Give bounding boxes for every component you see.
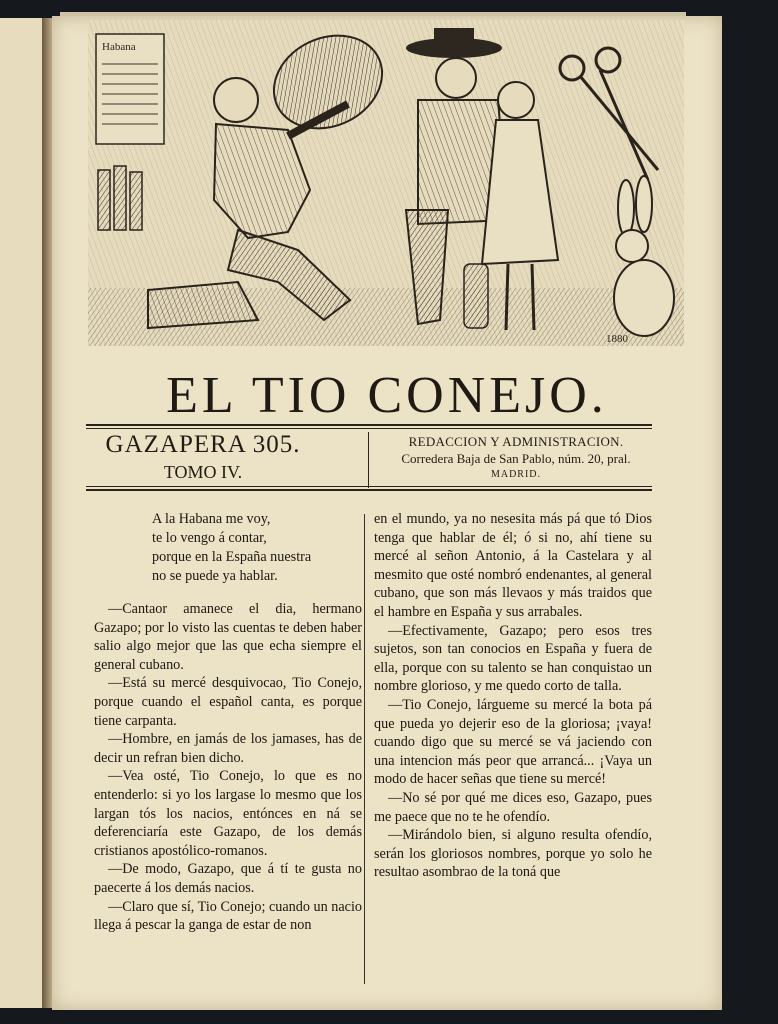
issue-info: [88, 430, 318, 484]
column-divider: [364, 514, 365, 984]
left-page-edge: [0, 18, 46, 1008]
issue-number: GAZAPERA 305.: [105, 431, 301, 458]
header-rule-top: [86, 424, 652, 426]
header-rule-top-thin: [86, 428, 652, 429]
dialogue-paragraph: —No sé por qué me dices eso, Gazapo, pues me paece que no te he ofendío.: [374, 789, 652, 825]
newspaper-page: [52, 16, 722, 1010]
text-column-left: [94, 510, 362, 935]
verse-line: te lo vengo á contar,: [152, 530, 267, 546]
office-address: Corredera Baja de San Pablo, núm. 20, pral.: [401, 451, 631, 466]
verse-line: porque en la España nuestra: [152, 549, 312, 565]
masthead-title: EL TIO CONEJO.: [166, 367, 608, 424]
header-divider: [368, 432, 369, 488]
dialogue-paragraph: —Vea osté, Tio Conejo, lo que es no entenderlo: si yo los largase lo mesmo que los largan tós los nacios, entónces en ná se deferenciaría este Gazapo, de los demás cristianos apostólico-romanos.: [94, 768, 362, 859]
verse-line: no se puede ya hablar.: [152, 568, 278, 584]
dialogue-paragraph: —Claro que sí, Tio Conejo; cuando un nacio llega á pescar la ganga de estar de non: [94, 898, 362, 934]
text-column-right: [374, 510, 652, 882]
opening-verse: [94, 510, 362, 586]
artist-signature: 1880: [606, 333, 628, 345]
dialogue-paragraph: —Tio Conejo, lárgueme su mercé la bota pá que pueda yo dejerir eso de la gloriosa; ¡vaya! cuando digo que su mercé se vá jaciendo con una intencion más peor que arrancá... ¡Vaya un modo de hacer señas que tiene su mercé!: [374, 696, 652, 788]
office-title: REDACCION Y ADMINISTRACION.: [408, 434, 624, 449]
dialogue-paragraph: —De modo, Gazapo, que á tí te gusta no paecerte á los demás nacios.: [94, 861, 362, 896]
continued-paragraph: en el mundo, ya no nesesita más pá que tó Dios tenga que hablar de él; ó si no, ahí tiene su mercé al señon Antonio, á la Castelara y al mesmito que osté nombró endenantes, al general cubano, que son más llevaos y más traidos que el hambre en España y sus arrabales.: [374, 511, 652, 620]
bottles: [98, 166, 142, 230]
dialogue-paragraph: —Mirándolo bien, si alguno resulta ofendío, serán los gloriosos nombres, porque yo solo he resultao asombrao de la toná que: [374, 827, 652, 881]
poster-text: Habana: [102, 41, 136, 53]
engraving-illustration: [88, 20, 684, 346]
verse-line: A la Habana me voy,: [152, 511, 271, 527]
dialogue-paragraph: —Cantaor amanece el dia, hermano Gazapo; por lo visto las cuentas te deben haber salio algo mejor que las que echa siempre el general cubano.: [94, 601, 362, 673]
dialogue-paragraph: —Está su mercé desquivocao, Tio Conejo, porque cuando el español canta, es porque tiene carpanta.: [94, 675, 362, 729]
volume-number: TOMO IV.: [163, 462, 243, 482]
office-info: [374, 433, 658, 483]
header-rule-bottom-thin: [86, 486, 652, 487]
dialogue-paragraph: —Efectivamente, Gazapo; pero esos tres sujetos, son tan conocios en España y fuera de ella, porque con su talento se han conquistao un nombre glorioso, y me quedo corto de talla.: [374, 622, 652, 695]
dialogue-paragraph: —Hombre, en jamás de los jamases, has de decir un refran bien dicho.: [94, 731, 362, 766]
office-city: MADRID.: [490, 469, 542, 480]
header-rule-bottom: [86, 489, 652, 491]
